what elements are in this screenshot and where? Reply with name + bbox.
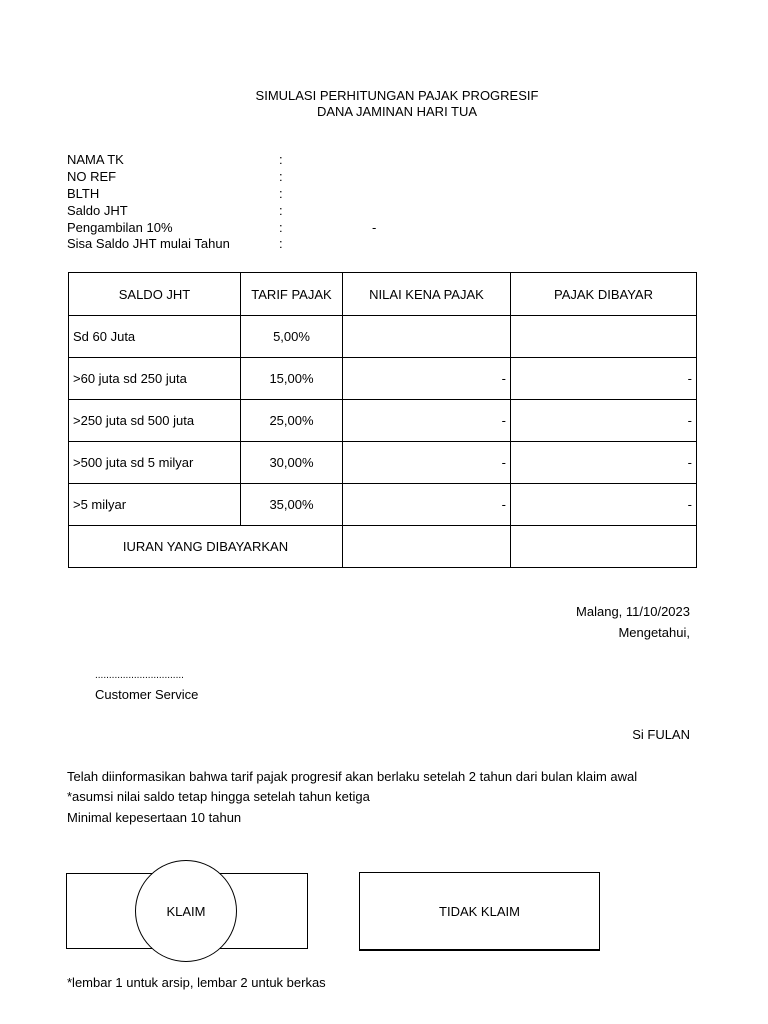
signature-dots: ................................ [95, 670, 184, 681]
info-label-sisa-saldo: Sisa Saldo JHT mulai Tahun [67, 236, 230, 251]
info-colon: : [279, 220, 283, 235]
cell-nilai: - [343, 400, 511, 442]
signatory-name: Si FULAN [632, 727, 690, 742]
footnote: *lembar 1 untuk arsip, lembar 2 untuk berkas [67, 975, 326, 990]
table-row [69, 358, 697, 400]
table-row [69, 484, 697, 526]
cell-saldo: >250 juta sd 500 juta [69, 400, 241, 442]
cell-nilai: - [343, 358, 511, 400]
customer-service-label: Customer Service [95, 687, 199, 702]
cell-tarif: 35,00% [241, 484, 343, 526]
info-label-nama-tk: NAMA TK [67, 152, 124, 167]
header-pajak-dibayar: PAJAK DIBAYAR [511, 273, 697, 316]
tidak-klaim-label: TIDAK KLAIM [439, 903, 520, 919]
klaim-label: KLAIM [166, 903, 206, 919]
table-row [69, 316, 697, 358]
note-minimum-membership: Minimal kepesertaan 10 tahun [67, 810, 242, 825]
cell-pajak: - [511, 400, 697, 442]
cell-pajak: - [511, 358, 697, 400]
info-label-saldo-jht: Saldo JHT [67, 203, 128, 218]
note-progressive-tax: Telah diinformasikan bahwa tarif pajak progresif akan berlaku setelah 2 tahun dari bulan klaim awal [67, 769, 638, 784]
info-value-pengambilan: - [372, 220, 377, 235]
place-date: Malang, 11/10/2023 [576, 604, 690, 619]
info-colon: : [279, 236, 283, 251]
cell-saldo: Sd 60 Juta [69, 316, 241, 358]
table-header-row [69, 273, 697, 316]
tidak-klaim-box[interactable] [359, 872, 600, 951]
cell-pajak: - [511, 484, 697, 526]
acknowledged-label: Mengetahui, [618, 625, 690, 640]
footer-nilai [343, 526, 511, 568]
cell-tarif: 15,00% [241, 358, 343, 400]
table-footer-row [69, 526, 697, 568]
cell-saldo: >60 juta sd 250 juta [69, 358, 241, 400]
cell-tarif: 5,00% [241, 316, 343, 358]
info-label-no-ref: NO REF [67, 169, 117, 184]
info-colon: : [279, 169, 283, 184]
footer-iuran-label: IURAN YANG DIBAYARKAN [69, 526, 343, 568]
header-tarif-pajak: TARIF PAJAK [241, 273, 343, 316]
cell-nilai [343, 316, 511, 358]
info-colon: : [279, 203, 283, 218]
cell-saldo: >500 juta sd 5 milyar [69, 442, 241, 484]
footer-pajak [511, 526, 697, 568]
table-row [69, 442, 697, 484]
cell-tarif: 25,00% [241, 400, 343, 442]
info-colon: : [279, 186, 283, 201]
tax-table [68, 272, 697, 568]
table-row [69, 400, 697, 442]
note-assumption: *asumsi nilai saldo tetap hingga setelah tahun ketiga [67, 789, 370, 804]
header-saldo-jht: SALDO JHT [69, 273, 241, 316]
cell-pajak [511, 316, 697, 358]
cell-nilai: - [343, 442, 511, 484]
klaim-circle[interactable] [135, 860, 237, 962]
header-nilai-kena-pajak: NILAI KENA PAJAK [343, 273, 511, 316]
info-label-blth: BLTH [67, 186, 100, 201]
cell-nilai: - [343, 484, 511, 526]
cell-saldo: >5 milyar [69, 484, 241, 526]
cell-pajak: - [511, 442, 697, 484]
document-title-line2: DANA JAMINAN HARI TUA [316, 104, 478, 119]
document-title-line1: SIMULASI PERHITUNGAN PAJAK PROGRESIF [255, 88, 539, 103]
info-colon: : [279, 152, 283, 167]
cell-tarif: 30,00% [241, 442, 343, 484]
info-label-pengambilan: Pengambilan 10% [67, 220, 173, 235]
